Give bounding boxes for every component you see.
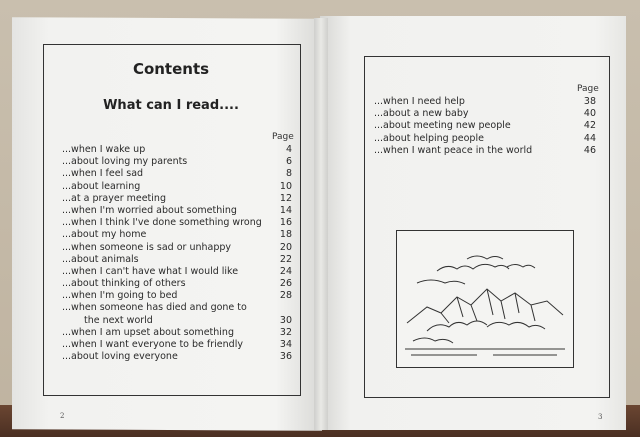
toc-entry-page: 24 [279,265,292,277]
toc-entry [62,278,292,290]
toc-entry [62,156,292,168]
toc-entry [62,181,292,193]
toc-entry-text: ...when someone is sad or unhappy [62,241,232,253]
toc-entry-page: 16 [279,217,292,229]
toc-entry [62,290,292,302]
toc-entry-page: 34 [279,339,292,350]
left-page-header: Page [272,132,294,142]
toc-entry-page: 14 [279,204,292,216]
toc-entry-page: 22 [279,253,292,265]
toc-entry-page: 40 [583,108,596,120]
left-toc-list [62,144,292,363]
toc-entry [62,315,292,327]
toc-entry-page: 18 [279,229,292,241]
toc-entry-text: ...about my home [62,229,147,241]
toc-entry-text: ...about loving my parents [62,156,188,168]
toc-entry [62,327,292,339]
toc-entry-text: ...when I am upset about something [62,326,234,338]
toc-entry-text: ...when I think I've done something wrong [62,217,262,229]
toc-entry [62,254,292,266]
toc-entry-page: 20 [279,241,292,253]
toc-entry [62,351,292,363]
toc-entry-text: ...when I wake up [62,144,146,155]
toc-entry [62,266,292,278]
right-page-header: Page [577,84,599,94]
toc-entry [62,229,292,241]
book-gutter [314,18,328,430]
toc-entry-text: ...about a new baby [374,108,469,120]
toc-entry [62,193,292,205]
toc-entry-page: 44 [583,132,596,144]
toc-entry-page: 4 [285,144,292,155]
toc-entry-text: ...when someone has died and gone to [62,302,247,314]
toc-entry-page: 38 [583,96,596,107]
toc-entry [62,242,292,254]
toc-entry-text: ...when I'm going to bed [62,290,178,302]
toc-entry-text: ...when I need help [374,96,465,107]
toc-entry [62,217,292,229]
toc-entry-text: ...about thinking of others [62,278,186,290]
toc-entry-page: 6 [285,156,292,168]
toc-entry-page: 8 [285,168,292,180]
toc-entry-text: the next world [84,314,153,326]
toc-entry-text: ...about helping people [374,132,484,144]
toc-entry [62,339,292,351]
toc-entry-text: ...when I can't have what I would like [62,265,239,277]
right-page-number: 3 [598,413,603,421]
toc-entry-text: ...when I want everyone to be friendly [62,339,243,350]
toc-entry-text: ...about loving everyone [62,351,178,363]
toc-entry-page: 26 [279,278,292,290]
toc-entry [374,120,596,132]
toc-entry-page: 10 [279,180,292,192]
contents-subtitle: What can I read.... [103,98,239,113]
toc-entry-text: ...when I feel sad [62,168,144,180]
toc-entry-page: 46 [583,144,596,156]
contents-title: Contents [132,60,210,78]
toc-entry-page: 30 [279,314,292,326]
toc-entry [62,144,292,156]
toc-entry-page: 32 [279,326,292,338]
toc-entry [62,168,292,180]
toc-entry-text: ...about learning [62,180,141,192]
toc-entry [374,145,596,157]
toc-entry [62,205,292,217]
mountain-clouds-icon [396,230,574,368]
right-toc-list [374,96,596,157]
left-page-number: 2 [60,412,65,420]
toc-entry-text: ...at a prayer meeting [62,192,166,204]
toc-entry-text: ...when I want peace in the world [374,144,533,156]
toc-entry-page: 42 [583,120,596,132]
toc-entry-page: 28 [279,290,292,302]
toc-entry [374,96,596,108]
toc-entry [374,133,596,145]
toc-entry-page: 12 [279,192,292,204]
toc-entry [374,108,596,120]
toc-entry-text: ...when I'm worried about something [62,204,237,216]
toc-entry-text: ...about animals [62,253,139,265]
toc-entry [62,302,292,314]
toc-entry-text: ...about meeting new people [374,120,511,132]
toc-entry-page: 36 [279,351,292,363]
